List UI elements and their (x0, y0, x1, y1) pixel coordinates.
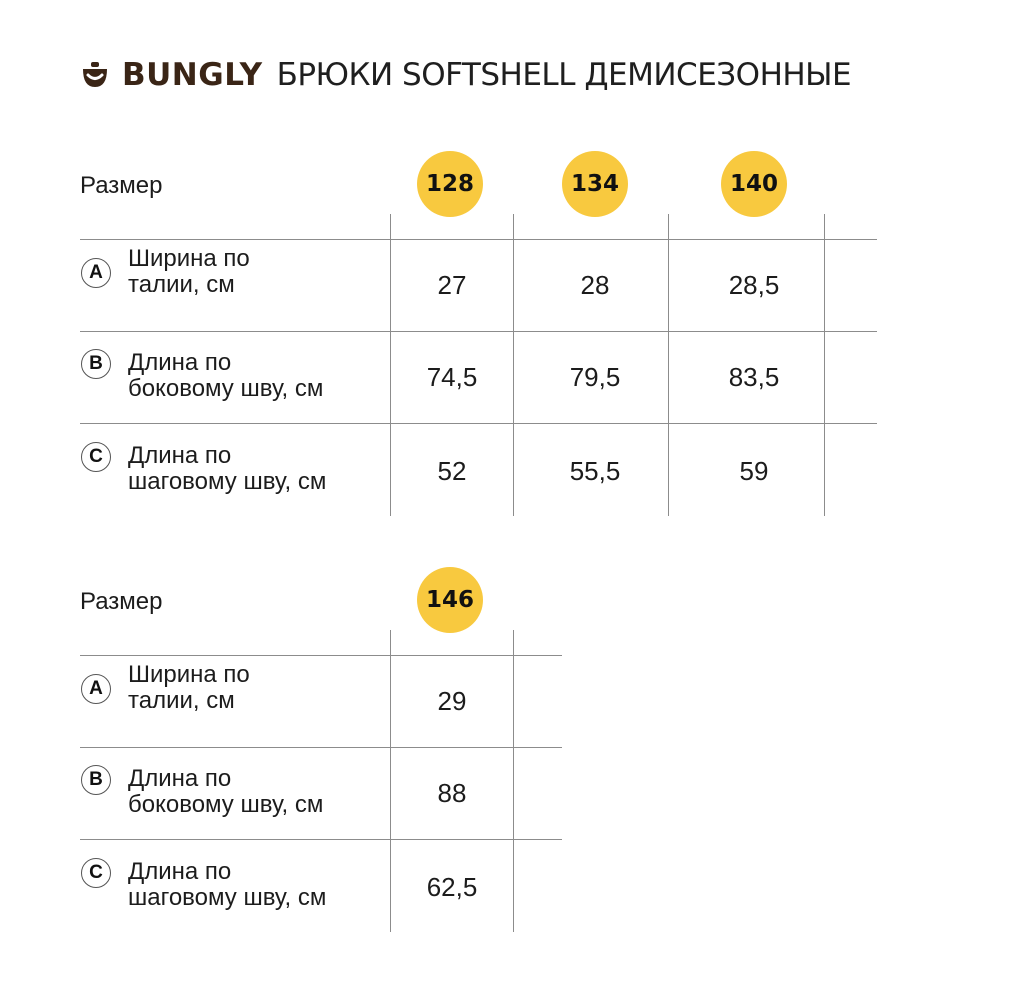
row-label-line1: Длина по (128, 765, 232, 792)
row-label-line1: Длина по (128, 858, 232, 885)
row-label-line2: шаговому шву, см (128, 468, 327, 495)
row-letter-badge: C (81, 442, 111, 472)
size-badge: 146 (417, 567, 483, 633)
row-label-line1: Ширина по (128, 661, 250, 688)
row-divider (80, 423, 877, 424)
size-badge: 128 (417, 151, 483, 217)
row-label-line1: Длина по (128, 442, 232, 469)
table-cell: 52 (437, 456, 467, 486)
column-divider (668, 214, 669, 516)
row-label-line1: Длина по (128, 349, 232, 376)
table-cell: 28,5 (728, 270, 780, 300)
table-cell: 74,5 (426, 362, 478, 392)
row-label-line2: шаговому шву, см (128, 884, 327, 911)
row-letter-badge: C (81, 858, 111, 888)
row-label-line2: боковому шву, см (128, 375, 324, 402)
table-cell: 29 (437, 686, 467, 716)
table-cell: 79,5 (569, 362, 621, 392)
table-cell: 59 (739, 456, 769, 486)
column-divider (824, 214, 825, 516)
page-title: БРЮКИ SOFTSHELL ДЕМИСЕЗОННЫЕ (276, 57, 852, 93)
size-badge: 140 (721, 151, 787, 217)
size-badge: 134 (562, 151, 628, 217)
size-caption: Размер (80, 588, 163, 615)
table-cell: 83,5 (728, 362, 780, 392)
table-cell: 55,5 (569, 456, 621, 486)
table-cell: 88 (437, 778, 467, 808)
row-label-line2: боковому шву, см (128, 791, 324, 818)
table-cell: 27 (437, 270, 467, 300)
row-divider (80, 747, 562, 748)
row-letter-badge: A (81, 674, 111, 704)
row-letter-badge: A (81, 258, 111, 288)
row-letter-badge: B (81, 765, 111, 795)
size-caption: Размер (80, 172, 163, 199)
table-cell: 62,5 (426, 872, 478, 902)
row-label-line1: Ширина по (128, 245, 250, 272)
row-label-line2: талии, см (128, 271, 235, 298)
smile-cup-icon (80, 60, 110, 90)
header (80, 50, 851, 100)
row-divider (80, 655, 562, 656)
row-divider (80, 331, 877, 332)
row-divider (80, 239, 877, 240)
row-letter-badge: B (81, 349, 111, 379)
row-label-line2: талии, см (128, 687, 235, 714)
row-divider (80, 839, 562, 840)
brand-name: BUNGLY (122, 57, 263, 93)
table-cell: 28 (580, 270, 610, 300)
